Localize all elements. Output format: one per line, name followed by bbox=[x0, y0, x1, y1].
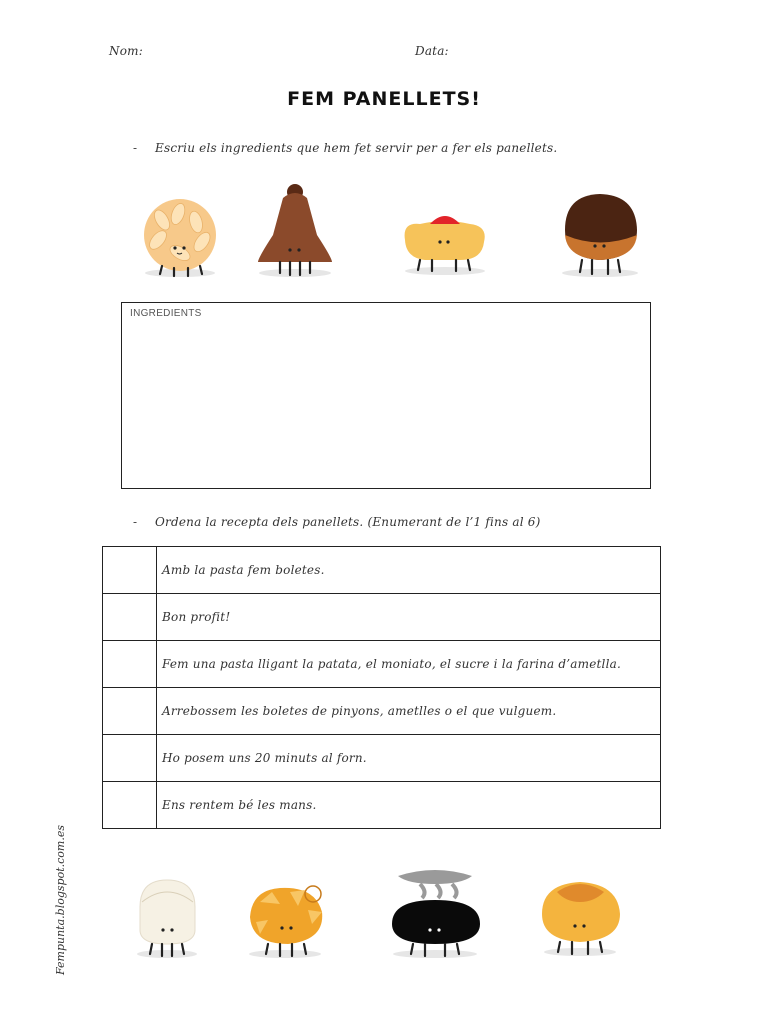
step-number-cell[interactable] bbox=[103, 594, 157, 641]
almond-panellet-icon bbox=[249, 886, 322, 958]
table-row bbox=[103, 547, 661, 594]
step-number-cell[interactable] bbox=[103, 688, 157, 735]
task1-instruction: Escriu els ingredients que hem fet servir per a fer els panellets. bbox=[155, 141, 558, 155]
step-text: Ho posem uns 20 minuts al forn. bbox=[157, 735, 661, 782]
step-number-cell[interactable] bbox=[103, 641, 157, 688]
step-text: Arrebossem les boletes de pinyons, ametlles o el que vulguem. bbox=[157, 688, 661, 735]
name-label: Nom: bbox=[109, 44, 143, 58]
bottom-illustrations bbox=[110, 862, 670, 967]
coconut-panellet-icon bbox=[137, 880, 197, 958]
pine-nut-panellet-icon bbox=[144, 199, 216, 277]
step-number-cell[interactable] bbox=[103, 735, 157, 782]
task2-instruction: Ordena la recepta dels panellets. (Enumerant de l’1 fins al 6) bbox=[155, 515, 541, 529]
bell-panellet-icon bbox=[258, 184, 332, 277]
date-label: Data: bbox=[415, 44, 449, 58]
step-number-cell[interactable] bbox=[103, 547, 157, 594]
step-text: Bon profit! bbox=[157, 594, 661, 641]
cherry-panellet-icon bbox=[405, 216, 485, 275]
task1-bullet: - bbox=[133, 141, 138, 155]
burnt-panellet-icon bbox=[392, 870, 480, 958]
top-illustrations bbox=[120, 180, 660, 280]
step-text: Ens rentem bé les mans. bbox=[157, 782, 661, 829]
table-row bbox=[103, 594, 661, 641]
yolk-panellet-icon bbox=[542, 882, 620, 956]
chestnut-panellet-icon bbox=[562, 194, 638, 277]
task2-bullet: - bbox=[133, 515, 138, 529]
table-row bbox=[103, 641, 661, 688]
step-number-cell[interactable] bbox=[103, 782, 157, 829]
recipe-steps-table bbox=[102, 546, 661, 829]
step-text: Fem una pasta lligant la patata, el moniato, el sucre i la farina d’ametlla. bbox=[157, 641, 661, 688]
ingredients-label: INGREDIENTS bbox=[130, 308, 202, 319]
side-credit: Fempunta.blogspot.com.es bbox=[54, 825, 67, 975]
ingredients-box[interactable] bbox=[121, 302, 651, 489]
step-text: Amb la pasta fem boletes. bbox=[157, 547, 661, 594]
table-row bbox=[103, 782, 661, 829]
table-row bbox=[103, 735, 661, 782]
table-row bbox=[103, 688, 661, 735]
page-title: FEM PANELLETS! bbox=[287, 88, 481, 110]
